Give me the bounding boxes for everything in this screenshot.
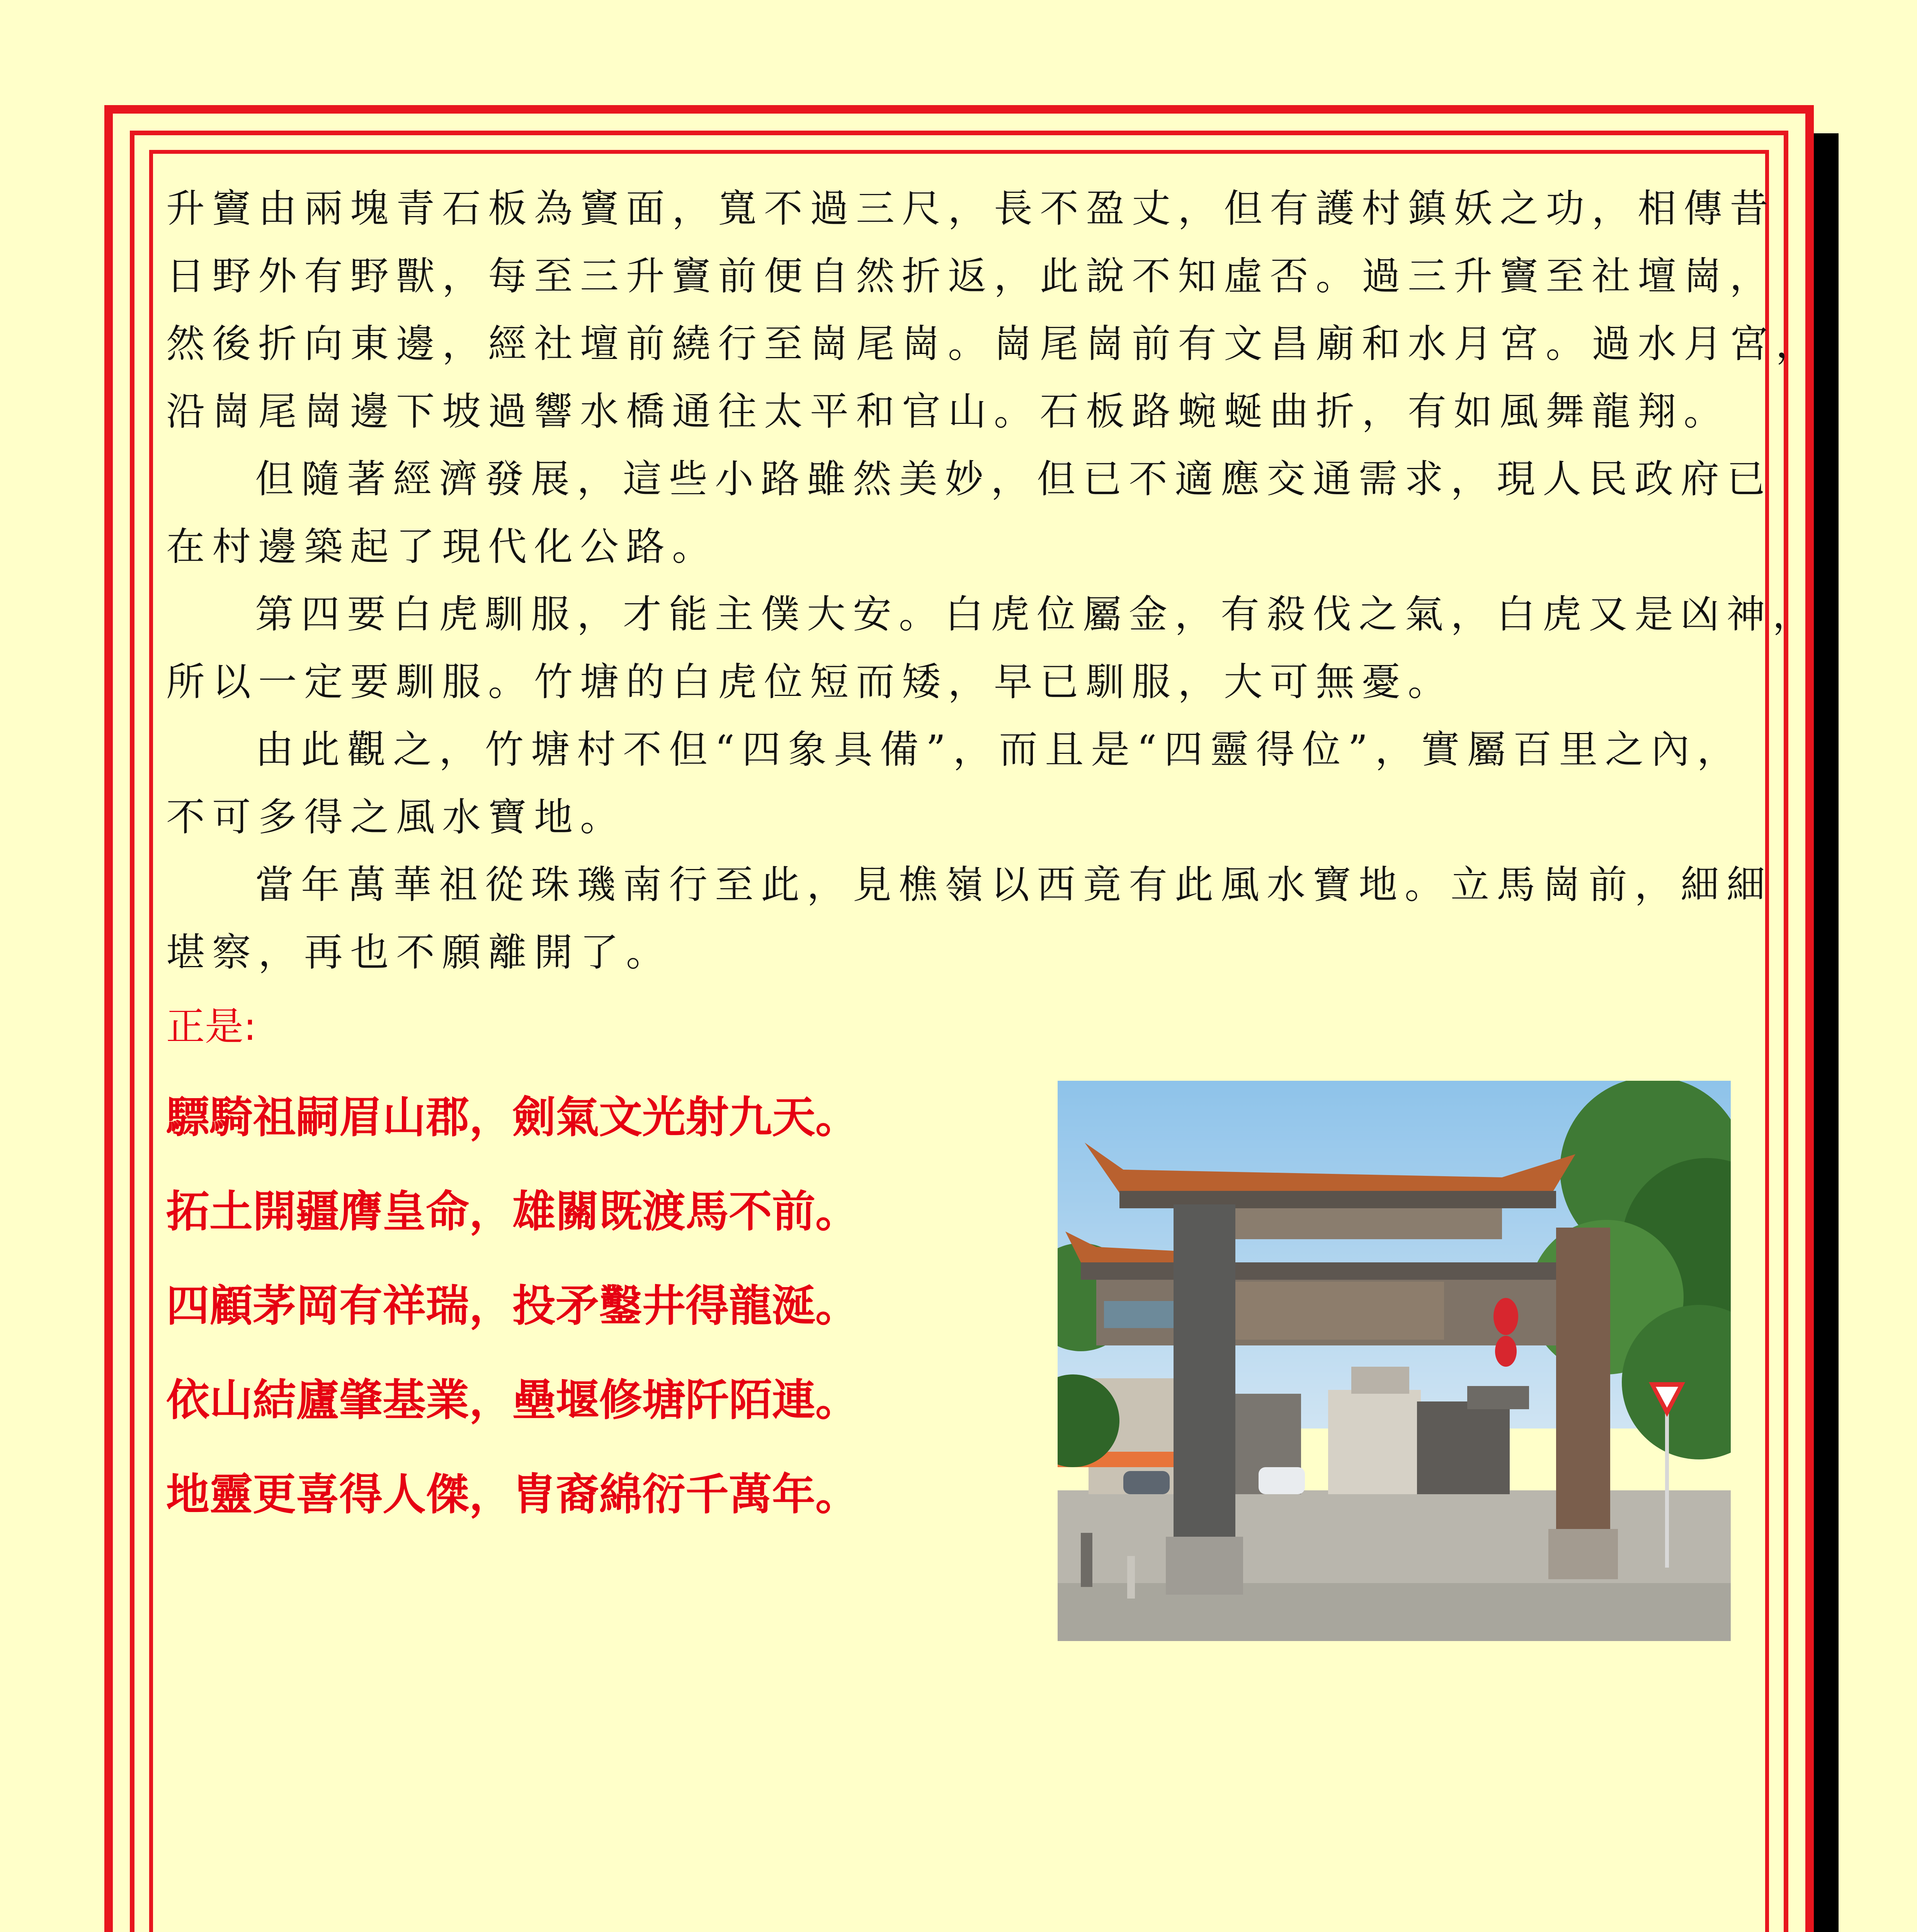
village-gate-photo [1058,1081,1731,1641]
paragraph-line: 沿崗尾崗邊下坡過響水橋通往太平和官山。石板路蜿蜒曲折，有如風舞龍翔。 [166,389,1730,434]
poem-line: 四顧茅岡有祥瑞，投矛鑿井得龍涎。 [166,1281,859,1331]
paragraph-line: 升竇由兩塊青石板為竇面，寬不過三尺，長不盈丈，但有護村鎮妖之功，相傳昔 [166,186,1776,231]
body-text [166,175,1822,1056]
paragraph-line: 然後折向東邊，經社壇前繞行至崗尾崗。崗尾崗前有文昌廟和水月宮。過水月宮， [166,321,1822,366]
village-gate-illustration [1058,1081,1731,1641]
paragraph-line: 堪察，再也不願離開了。 [166,930,672,975]
gate-pillar-right [1556,1228,1610,1568]
building [1417,1401,1510,1494]
poem-line: 地靈更喜得人傑，胄裔綿衍千萬年。 [166,1469,859,1520]
lantern [1493,1298,1518,1335]
building [1328,1390,1421,1494]
paragraph-line: 但隨著經濟發展，這些小路雖然美妙，但已不適應交通需求，現人民政府已 [255,456,1772,502]
car [1259,1467,1305,1494]
poem-line: 依山結廬肇基業，壘堰修塘阡陌連。 [166,1375,859,1425]
paragraph-line: 由此觀之，竹塘村不但“四象具備”，而且是“四靈得位”，實屬百里之內， [255,727,1743,772]
paragraph-line: 不可多得之風水寶地。 [166,794,626,840]
poem-line: 拓土開疆膺皇命，雄關既渡馬不前。 [166,1187,859,1237]
poem [166,1070,859,1542]
paragraph-line: 第四要白虎馴服，才能主僕大安。白虎位屬金，有殺伐之氣，白虎又是凶神， [255,592,1818,637]
lantern [1495,1336,1517,1367]
paragraph-line: 當年萬華祖從珠璣南行至此，見樵嶺以西竟有此風水寶地。立馬崗前，細細 [255,862,1772,907]
poem-line: 驃騎祖嗣眉山郡，劍氣文光射九天。 [166,1092,859,1143]
car [1123,1471,1170,1494]
paragraph-line: 在村邊築起了現代化公路。 [166,524,718,569]
paragraph-line: 日野外有野獸，每至三升竇前便自然折返，此說不知虛否。過三升竇至社壇崗， [166,253,1776,299]
poem-heading: 正是: [166,1004,257,1049]
gate-pillar-left [1174,1204,1235,1583]
gate-signboard [1204,1282,1444,1340]
paragraph-line: 所以一定要馴服。竹塘的白虎位短而矮，早已馴服，大可無憂。 [166,659,1454,704]
